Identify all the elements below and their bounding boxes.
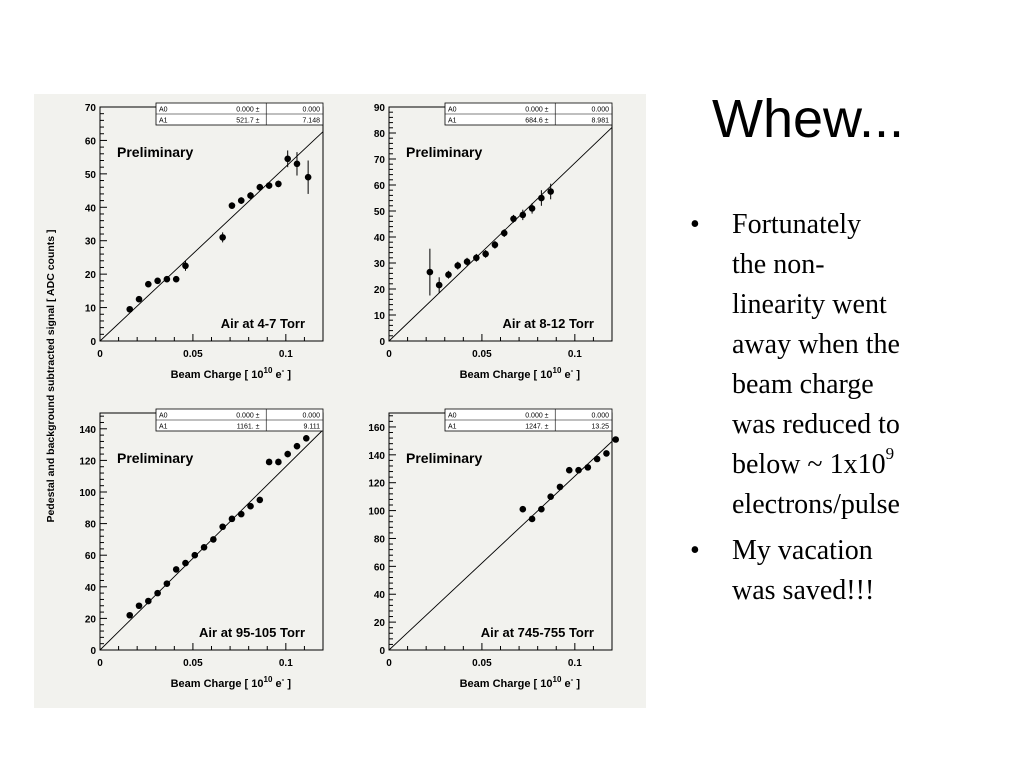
x-tick-label: 0.1 — [567, 658, 582, 669]
bullet-line: electrons/pulse — [732, 489, 900, 520]
y-tick-label: 0 — [90, 646, 96, 657]
stats-error: 0.000 — [591, 412, 609, 420]
data-point — [266, 459, 273, 466]
stats-value: 1247. ± — [525, 423, 549, 431]
condition-annotation: Air at 95-105 Torr — [199, 625, 305, 640]
x-axis-label-part: e — [272, 678, 282, 690]
data-point — [538, 195, 545, 202]
stats-label: A0 — [448, 412, 457, 420]
data-point — [182, 560, 189, 567]
stats-value: 521.7 ± — [236, 117, 260, 125]
data-point — [219, 234, 226, 241]
data-point — [294, 161, 301, 168]
stats-value: 1161. ± — [236, 423, 260, 431]
bullet-line: linearity went — [732, 289, 887, 320]
y-tick-label: 20 — [84, 614, 96, 626]
data-point — [154, 278, 161, 285]
x-axis-label-part: e — [561, 369, 571, 381]
x-axis-label-part: ] — [573, 369, 580, 381]
data-point — [191, 552, 198, 559]
data-point — [585, 464, 592, 471]
x-axis-label — [460, 366, 581, 381]
x-tick-label: 0 — [386, 349, 392, 360]
bullet-line — [732, 445, 1016, 485]
fit-stats-box — [156, 409, 323, 431]
figure-panel — [34, 94, 646, 708]
y-tick-label: 10 — [373, 311, 385, 322]
data-point — [257, 497, 264, 504]
plot-frame — [389, 107, 612, 341]
data-point — [603, 450, 610, 457]
x-axis-label-part: 10 — [263, 675, 273, 684]
x-axis-label-part: - — [570, 675, 574, 684]
x-axis-label-part: 10 — [263, 366, 273, 375]
data-point — [538, 506, 545, 513]
data-point — [612, 436, 619, 443]
data-point — [145, 281, 152, 288]
data-point — [238, 511, 245, 518]
x-tick-label: 0.05 — [183, 658, 203, 669]
x-axis-label-part: Beam Charge [ 10 — [459, 678, 553, 690]
y-tick-label: 100 — [368, 506, 385, 518]
data-point — [557, 484, 564, 491]
data-point — [294, 443, 301, 450]
data-point — [529, 205, 536, 212]
x-axis-label-part: - — [281, 366, 285, 375]
x-tick-label: 0.05 — [472, 349, 492, 360]
y-tick-label: 20 — [84, 270, 96, 282]
bullet-line: • Fortunately — [732, 209, 862, 240]
fit-line — [100, 132, 323, 341]
stats-value: 0.000 ± — [236, 106, 260, 114]
y-axis-label: Pedestal and background subtracted signal [ ADC counts ] — [45, 229, 57, 523]
x-tick-label: 0.1 — [278, 349, 293, 360]
y-tick-label: 40 — [84, 203, 96, 215]
stats-value: 0.000 ± — [236, 412, 260, 420]
preliminary-label: Preliminary — [406, 144, 483, 160]
y-tick-label: 60 — [84, 136, 96, 148]
data-point — [454, 262, 461, 269]
condition-annotation: Air at 8-12 Torr — [502, 316, 594, 331]
y-tick-label: 140 — [368, 450, 385, 462]
x-axis-label-part: Beam Charge [ 10 — [170, 369, 264, 381]
y-tick-label: 80 — [373, 129, 385, 140]
bullet-item — [686, 531, 1016, 611]
data-point — [126, 612, 133, 619]
bullet-line: the non- — [732, 249, 825, 280]
data-point — [229, 202, 236, 209]
y-tick-label: 60 — [373, 181, 385, 192]
x-axis-label-part: ] — [284, 678, 291, 690]
data-point — [473, 255, 480, 262]
data-point — [136, 296, 143, 303]
y-tick-label: 10 — [84, 303, 96, 315]
data-point — [547, 188, 554, 195]
data-point — [492, 242, 499, 249]
condition-annotation: Air at 4-7 Torr — [220, 316, 305, 331]
y-tick-label: 140 — [79, 424, 96, 436]
data-point — [229, 516, 236, 523]
x-axis-label-part: e — [561, 678, 571, 690]
x-axis-label — [460, 675, 581, 690]
data-point — [501, 230, 508, 237]
slide-title: Whew... — [712, 89, 905, 149]
bullet-item — [686, 205, 1016, 525]
data-point — [275, 459, 282, 466]
x-tick-label: 0 — [386, 658, 392, 669]
y-tick-label: 70 — [84, 103, 96, 114]
stats-value: 684.6 ± — [525, 117, 549, 125]
data-point — [566, 467, 573, 474]
bullet-line: was reduced to — [732, 409, 900, 440]
y-tick-label: 80 — [373, 534, 385, 546]
data-point — [238, 197, 245, 204]
x-tick-label: 0 — [97, 349, 103, 360]
data-point — [464, 258, 471, 265]
data-point — [305, 174, 312, 181]
data-point — [284, 451, 291, 458]
stats-label: A0 — [448, 106, 457, 114]
data-point — [436, 282, 443, 289]
data-point — [164, 276, 171, 283]
data-point — [201, 544, 208, 551]
condition-annotation: Air at 745-755 Torr — [480, 625, 594, 640]
data-point — [173, 566, 180, 573]
y-tick-label: 0 — [379, 337, 385, 348]
stats-error: 7.148 — [302, 117, 320, 125]
data-point — [529, 516, 536, 523]
y-tick-label: 80 — [84, 519, 96, 531]
x-axis-label — [171, 366, 292, 381]
stats-error: 9.111 — [303, 423, 320, 431]
stats-error: 8.981 — [591, 117, 609, 125]
data-point — [575, 467, 582, 474]
data-point — [154, 590, 161, 597]
data-point — [482, 251, 489, 258]
plot-panel-1 — [85, 103, 323, 381]
bullet-line: away when the — [732, 329, 900, 360]
y-tick-label: 40 — [84, 582, 96, 594]
data-point — [547, 493, 554, 500]
fit-stats-box — [445, 103, 612, 125]
data-point — [520, 212, 527, 219]
stats-label: A1 — [448, 117, 457, 125]
data-point — [126, 306, 133, 313]
y-tick-label: 50 — [373, 207, 385, 218]
bullet-list — [686, 205, 1016, 617]
data-point — [164, 580, 171, 587]
stats-error: 0.000 — [302, 106, 320, 114]
data-point — [275, 181, 282, 188]
stats-label: A1 — [159, 423, 168, 431]
y-tick-label: 30 — [373, 259, 385, 270]
data-point — [594, 456, 601, 463]
x-tick-label: 0.1 — [278, 658, 293, 669]
data-point — [136, 602, 143, 609]
data-point — [510, 216, 517, 223]
stats-error: 0.000 — [302, 412, 320, 420]
x-axis-label-part: 10 — [552, 675, 562, 684]
y-tick-label: 120 — [79, 456, 96, 468]
stats-error: 0.000 — [591, 106, 609, 114]
data-point — [445, 271, 452, 278]
preliminary-label: Preliminary — [406, 450, 483, 466]
stats-error: 13.25 — [591, 423, 609, 431]
y-tick-label: 20 — [373, 618, 385, 630]
bullet-line: was saved!!! — [732, 575, 875, 606]
data-point — [247, 503, 254, 510]
bullet-line: beam charge — [732, 369, 874, 400]
y-tick-label: 60 — [373, 562, 385, 574]
preliminary-label: Preliminary — [117, 450, 194, 466]
x-axis-label-part: Beam Charge [ 10 — [170, 678, 264, 690]
y-tick-label: 100 — [79, 488, 96, 499]
fit-stats-box — [445, 409, 612, 431]
x-tick-label: 0 — [97, 658, 103, 669]
y-tick-label: 120 — [368, 478, 385, 490]
plot-panel-3 — [79, 409, 323, 690]
y-tick-label: 40 — [373, 233, 385, 244]
x-axis-label-part: - — [570, 366, 574, 375]
data-point — [284, 156, 291, 163]
y-tick-label: 160 — [368, 422, 385, 434]
plot-frame — [100, 107, 323, 341]
stats-label: A1 — [448, 423, 457, 431]
data-point — [219, 523, 226, 530]
data-point — [182, 262, 189, 269]
plot-panel-2 — [374, 103, 612, 381]
bullet-exponent: 9 — [885, 444, 895, 463]
x-axis-label-part: ] — [573, 678, 580, 690]
data-point — [173, 276, 180, 283]
fit-stats-box — [156, 103, 323, 125]
preliminary-label: Preliminary — [117, 144, 194, 160]
y-tick-label: 30 — [84, 236, 96, 248]
plot-frame — [100, 413, 323, 650]
data-point — [210, 536, 217, 543]
x-axis-label-part: e — [272, 369, 282, 381]
y-tick-label: 20 — [373, 285, 385, 296]
stats-value: 0.000 ± — [525, 412, 549, 420]
data-point — [303, 435, 310, 442]
data-point — [247, 192, 254, 199]
figure-svg — [34, 94, 646, 708]
data-point — [257, 184, 264, 191]
x-tick-label: 0.05 — [183, 349, 203, 360]
y-tick-label: 0 — [90, 337, 96, 348]
x-axis-label-part: - — [281, 675, 285, 684]
bullet-text: below ~ 1x10 — [732, 449, 886, 480]
data-point — [520, 506, 527, 513]
stats-label: A0 — [159, 412, 168, 420]
x-tick-label: 0.05 — [472, 658, 492, 669]
x-tick-label: 0.1 — [567, 349, 582, 360]
data-point — [266, 182, 273, 189]
y-tick-label: 0 — [379, 646, 385, 657]
stats-label: A1 — [159, 117, 168, 125]
stats-value: 0.000 ± — [525, 106, 549, 114]
stats-label: A0 — [159, 106, 168, 114]
y-tick-label: 60 — [84, 551, 96, 563]
y-tick-label: 70 — [373, 155, 385, 166]
y-tick-label: 40 — [373, 590, 385, 602]
x-axis-label-part: Beam Charge [ 10 — [459, 369, 553, 381]
y-tick-label: 50 — [84, 169, 96, 181]
data-point — [145, 598, 152, 605]
bullet-line: • My vacation — [732, 535, 873, 566]
y-tick-label: 90 — [373, 103, 385, 114]
x-axis-label — [171, 675, 292, 690]
plot-frame — [389, 413, 612, 650]
x-axis-label-part: ] — [284, 369, 291, 381]
data-point — [427, 269, 434, 276]
x-axis-label-part: 10 — [552, 366, 562, 375]
plot-panel-4 — [368, 409, 619, 690]
